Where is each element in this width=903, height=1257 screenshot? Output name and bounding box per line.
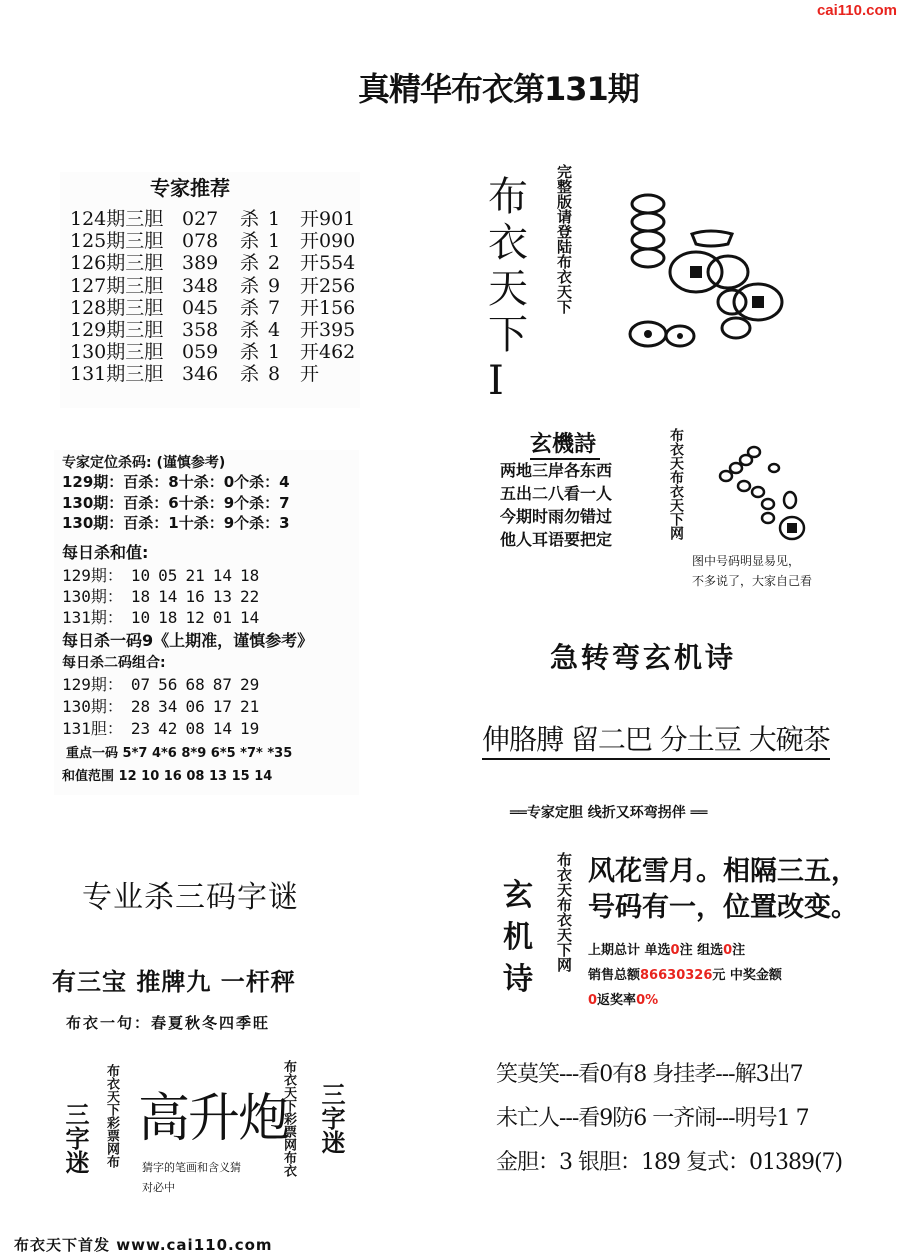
sum-range: 和值范围 12 10 16 08 13 15 14 xyxy=(62,769,273,784)
sanbao-line: 有三宝 推牌九 一杆秤 xyxy=(52,968,296,996)
expert-row: 127期三胆 348 杀 9 开256 xyxy=(70,274,356,297)
san-zi-mi-left: 三字迷 xyxy=(61,1102,90,1174)
expert-row: 125期三胆 078 杀 1 开090 xyxy=(70,230,356,253)
table-row: 130期： 28 34 06 17 21 xyxy=(62,697,260,716)
stats-line: 上期总计 单选0注 组选0注 xyxy=(588,943,746,958)
poem-line: 两地三岸各东西 xyxy=(500,461,613,480)
table-row: 129期： 10 05 21 14 18 xyxy=(62,566,260,585)
page-title: 真精华布衣第131期 xyxy=(358,70,639,108)
lottery-stats xyxy=(588,938,782,1013)
onecode-line: 每日杀一码9《上期准，谨慎参考》 xyxy=(62,631,314,650)
expert-row: 131期三胆 346 杀 8 开 xyxy=(70,363,320,386)
gaosheng-riddle: 高升炮 xyxy=(138,1089,289,1149)
kill-position-row: 130期：百杀：6十杀：9个杀：7 xyxy=(62,493,290,512)
coins-small-illustration xyxy=(712,440,832,550)
expert-row: 126期三胆 389 杀 2 开554 xyxy=(70,252,356,275)
table-row: 131期： 10 18 12 01 14 xyxy=(62,608,260,627)
four-riddles: 伸胳膊 留二巴 分土豆 大碗茶 xyxy=(482,718,830,760)
gaosheng-note-line: 猜字的笔画和含义猜 xyxy=(142,1161,241,1174)
kill-heading: 专家定位杀码: (谨慎参考) xyxy=(62,455,226,471)
buyi-big-title: 布衣天下I xyxy=(488,174,528,404)
table-row: 130期： 18 14 16 13 22 xyxy=(62,587,260,606)
gaosheng-note-line: 对必中 xyxy=(142,1181,175,1194)
dingdan-side-vertical: 布衣天布衣天下网 xyxy=(555,852,573,972)
buyi-one-line: 布衣一句：春夏秋冬四季旺 xyxy=(66,1014,271,1032)
kill-positions xyxy=(62,472,290,534)
focus-code: 重点一码 5*7 4*6 8*9 6*5 *7* *35 xyxy=(66,746,293,761)
fenghua-poem xyxy=(588,854,858,926)
poem-note xyxy=(692,551,812,591)
poem-side-vertical: 布衣天布衣天下网 xyxy=(668,428,684,540)
poem-note-line: 图中号码明显易见， xyxy=(692,554,801,568)
xuanji-title: 玄机诗 xyxy=(503,878,533,997)
buyi-vertical-right: 布衣天下彩票网布衣 xyxy=(281,1060,296,1177)
expert-heading: 专家推荐 xyxy=(150,176,230,200)
expert-rows xyxy=(70,208,355,386)
fenghua-line: 号码有一，位置改变。 xyxy=(588,892,858,923)
final-line: 未亡人---看9防6 一齐闹---明号1 7 xyxy=(496,1106,809,1131)
kill-position-row: 130期：百杀：1十杀：9个杀：3 xyxy=(62,514,290,532)
stats-line: 销售总额86630326元 中奖金额 xyxy=(588,968,782,983)
sum-heading: 每日杀和值: xyxy=(62,543,149,562)
expert-row: 129期三胆 358 杀 4 开395 xyxy=(70,319,356,342)
expert-row: 124期三胆 027 杀 1 开901 xyxy=(70,208,356,230)
footer-credit: 布衣天下首发 www.cai110.com xyxy=(14,1236,273,1254)
stats-line: 0返奖率0% xyxy=(588,993,659,1008)
expert-row: 130期三胆 059 杀 1 开462 xyxy=(70,341,356,364)
final-picks xyxy=(496,1053,842,1185)
fenghua-line: 风花雪月。相隔三五， xyxy=(588,856,858,887)
buyi-vertical-left: 布衣天下彩票网布 xyxy=(104,1064,119,1168)
urgent-title: 急转弯玄机诗 xyxy=(550,641,737,674)
sum-table xyxy=(58,565,263,628)
poem-note-line: 不多说了，大家自己看 xyxy=(692,574,813,588)
gaosheng-note xyxy=(142,1158,241,1198)
twocode-table xyxy=(58,674,263,740)
final-line: 笑莫笑---看0有8 身挂孝---解3出7 xyxy=(496,1062,803,1087)
twocode-heading: 每日杀二码组合: xyxy=(62,655,166,671)
poem-line: 今期时雨勿错过 xyxy=(500,507,613,526)
san-zi-mi-right: 三字迷 xyxy=(317,1082,346,1154)
table-row: 131胆： 23 42 08 14 19 xyxy=(62,719,260,738)
dingdan-heading: ══专家定胆 线折又环弯拐伴 ══ xyxy=(510,805,708,821)
poem-line: 他人耳语要把定 xyxy=(500,530,613,549)
coins-illustration xyxy=(620,190,830,360)
table-row: 129期： 07 56 68 87 29 xyxy=(62,675,260,694)
poem-lines xyxy=(500,459,612,551)
site-watermark: cai110.com xyxy=(816,2,897,19)
kill-position-row: 129期：百杀：8十杀：0个杀：4 xyxy=(62,473,290,491)
expert-row: 128期三胆 045 杀 7 开156 xyxy=(70,296,356,319)
final-line: 金胆：3 银胆：189 复式：01389(7) xyxy=(496,1150,843,1175)
poem-title: 玄機詩 xyxy=(530,427,600,460)
poem-line: 五出二八看一人 xyxy=(500,484,613,503)
buyi-side-vertical: 完整版请登陆布衣天下 xyxy=(555,164,573,314)
kill3-title: 专业杀三码字谜 xyxy=(82,880,299,915)
